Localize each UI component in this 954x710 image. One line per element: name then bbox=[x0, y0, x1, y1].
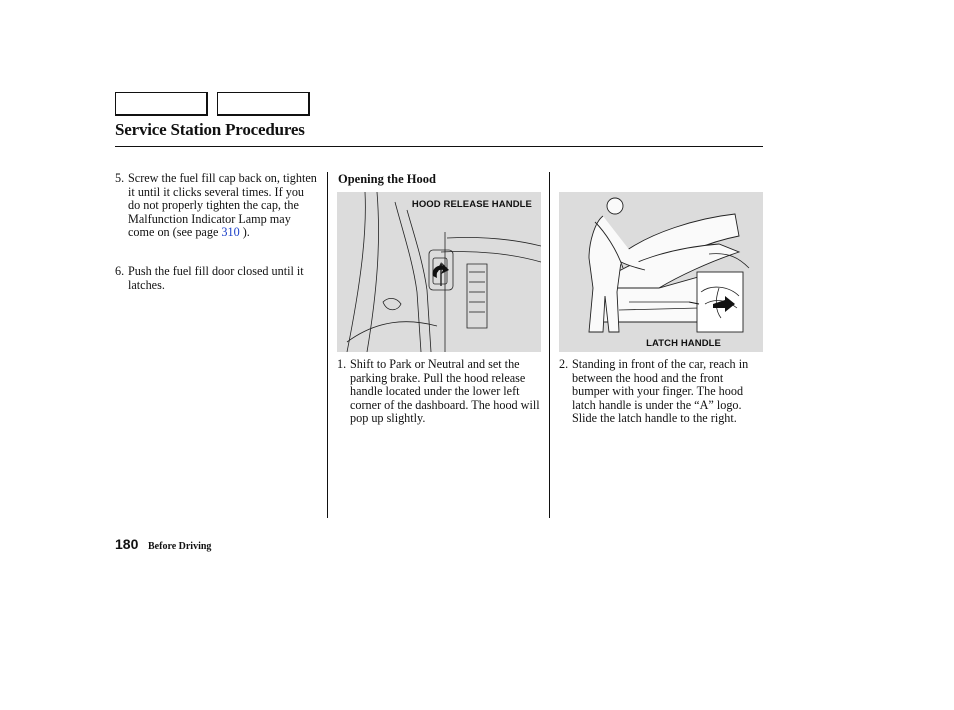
step-6-text: Push the fuel fill door closed until it latches. bbox=[128, 264, 304, 292]
latch-handle-label: LATCH HANDLE bbox=[646, 338, 721, 349]
step-5-text-end: ). bbox=[239, 225, 250, 239]
step-5-number: 5. bbox=[115, 171, 125, 185]
step-2-number: 2. bbox=[559, 357, 569, 371]
column-divider-1 bbox=[327, 172, 328, 518]
hood-release-label: HOOD RELEASE HANDLE bbox=[411, 199, 532, 210]
page-title: Service Station Procedures bbox=[115, 120, 305, 139]
title-rule bbox=[115, 146, 763, 147]
step-5-text: Screw the fuel fill cap back on, tighten it until it clicks several times. If you do not properly tighten the cap, the Malfunction Indicator Lamp may come on (see page bbox=[128, 171, 317, 239]
dashboard-illustration bbox=[337, 192, 541, 352]
page-number: 180 bbox=[115, 536, 139, 552]
header-tab-box-right[interactable] bbox=[217, 92, 310, 116]
step-2-text: Standing in front of the car, reach in between the hood and the front bumper with your finger. The hood latch handle is under the “A” logo. Slide the latch handle to the right. bbox=[572, 357, 749, 425]
step-6 bbox=[115, 265, 318, 292]
step-1 bbox=[337, 358, 545, 426]
step-1-text: Shift to Park or Neutral and set the parking brake. Pull the hood release handle located under the lower left corner of the dashboard. The hood will pop up slightly. bbox=[350, 357, 540, 425]
page-link-310[interactable]: 310 bbox=[221, 225, 240, 239]
car-front-illustration bbox=[559, 192, 763, 352]
step-6-number: 6. bbox=[115, 264, 125, 278]
header-tab-box-left[interactable] bbox=[115, 92, 208, 116]
section-heading: Opening the Hood bbox=[338, 172, 436, 186]
column-divider-2 bbox=[549, 172, 550, 518]
step-2 bbox=[559, 358, 763, 426]
hood-release-figure bbox=[337, 192, 541, 352]
latch-handle-figure bbox=[559, 192, 763, 352]
step-5 bbox=[115, 172, 318, 240]
section-name: Before Driving bbox=[148, 541, 212, 552]
step-1-number: 1. bbox=[337, 357, 347, 371]
